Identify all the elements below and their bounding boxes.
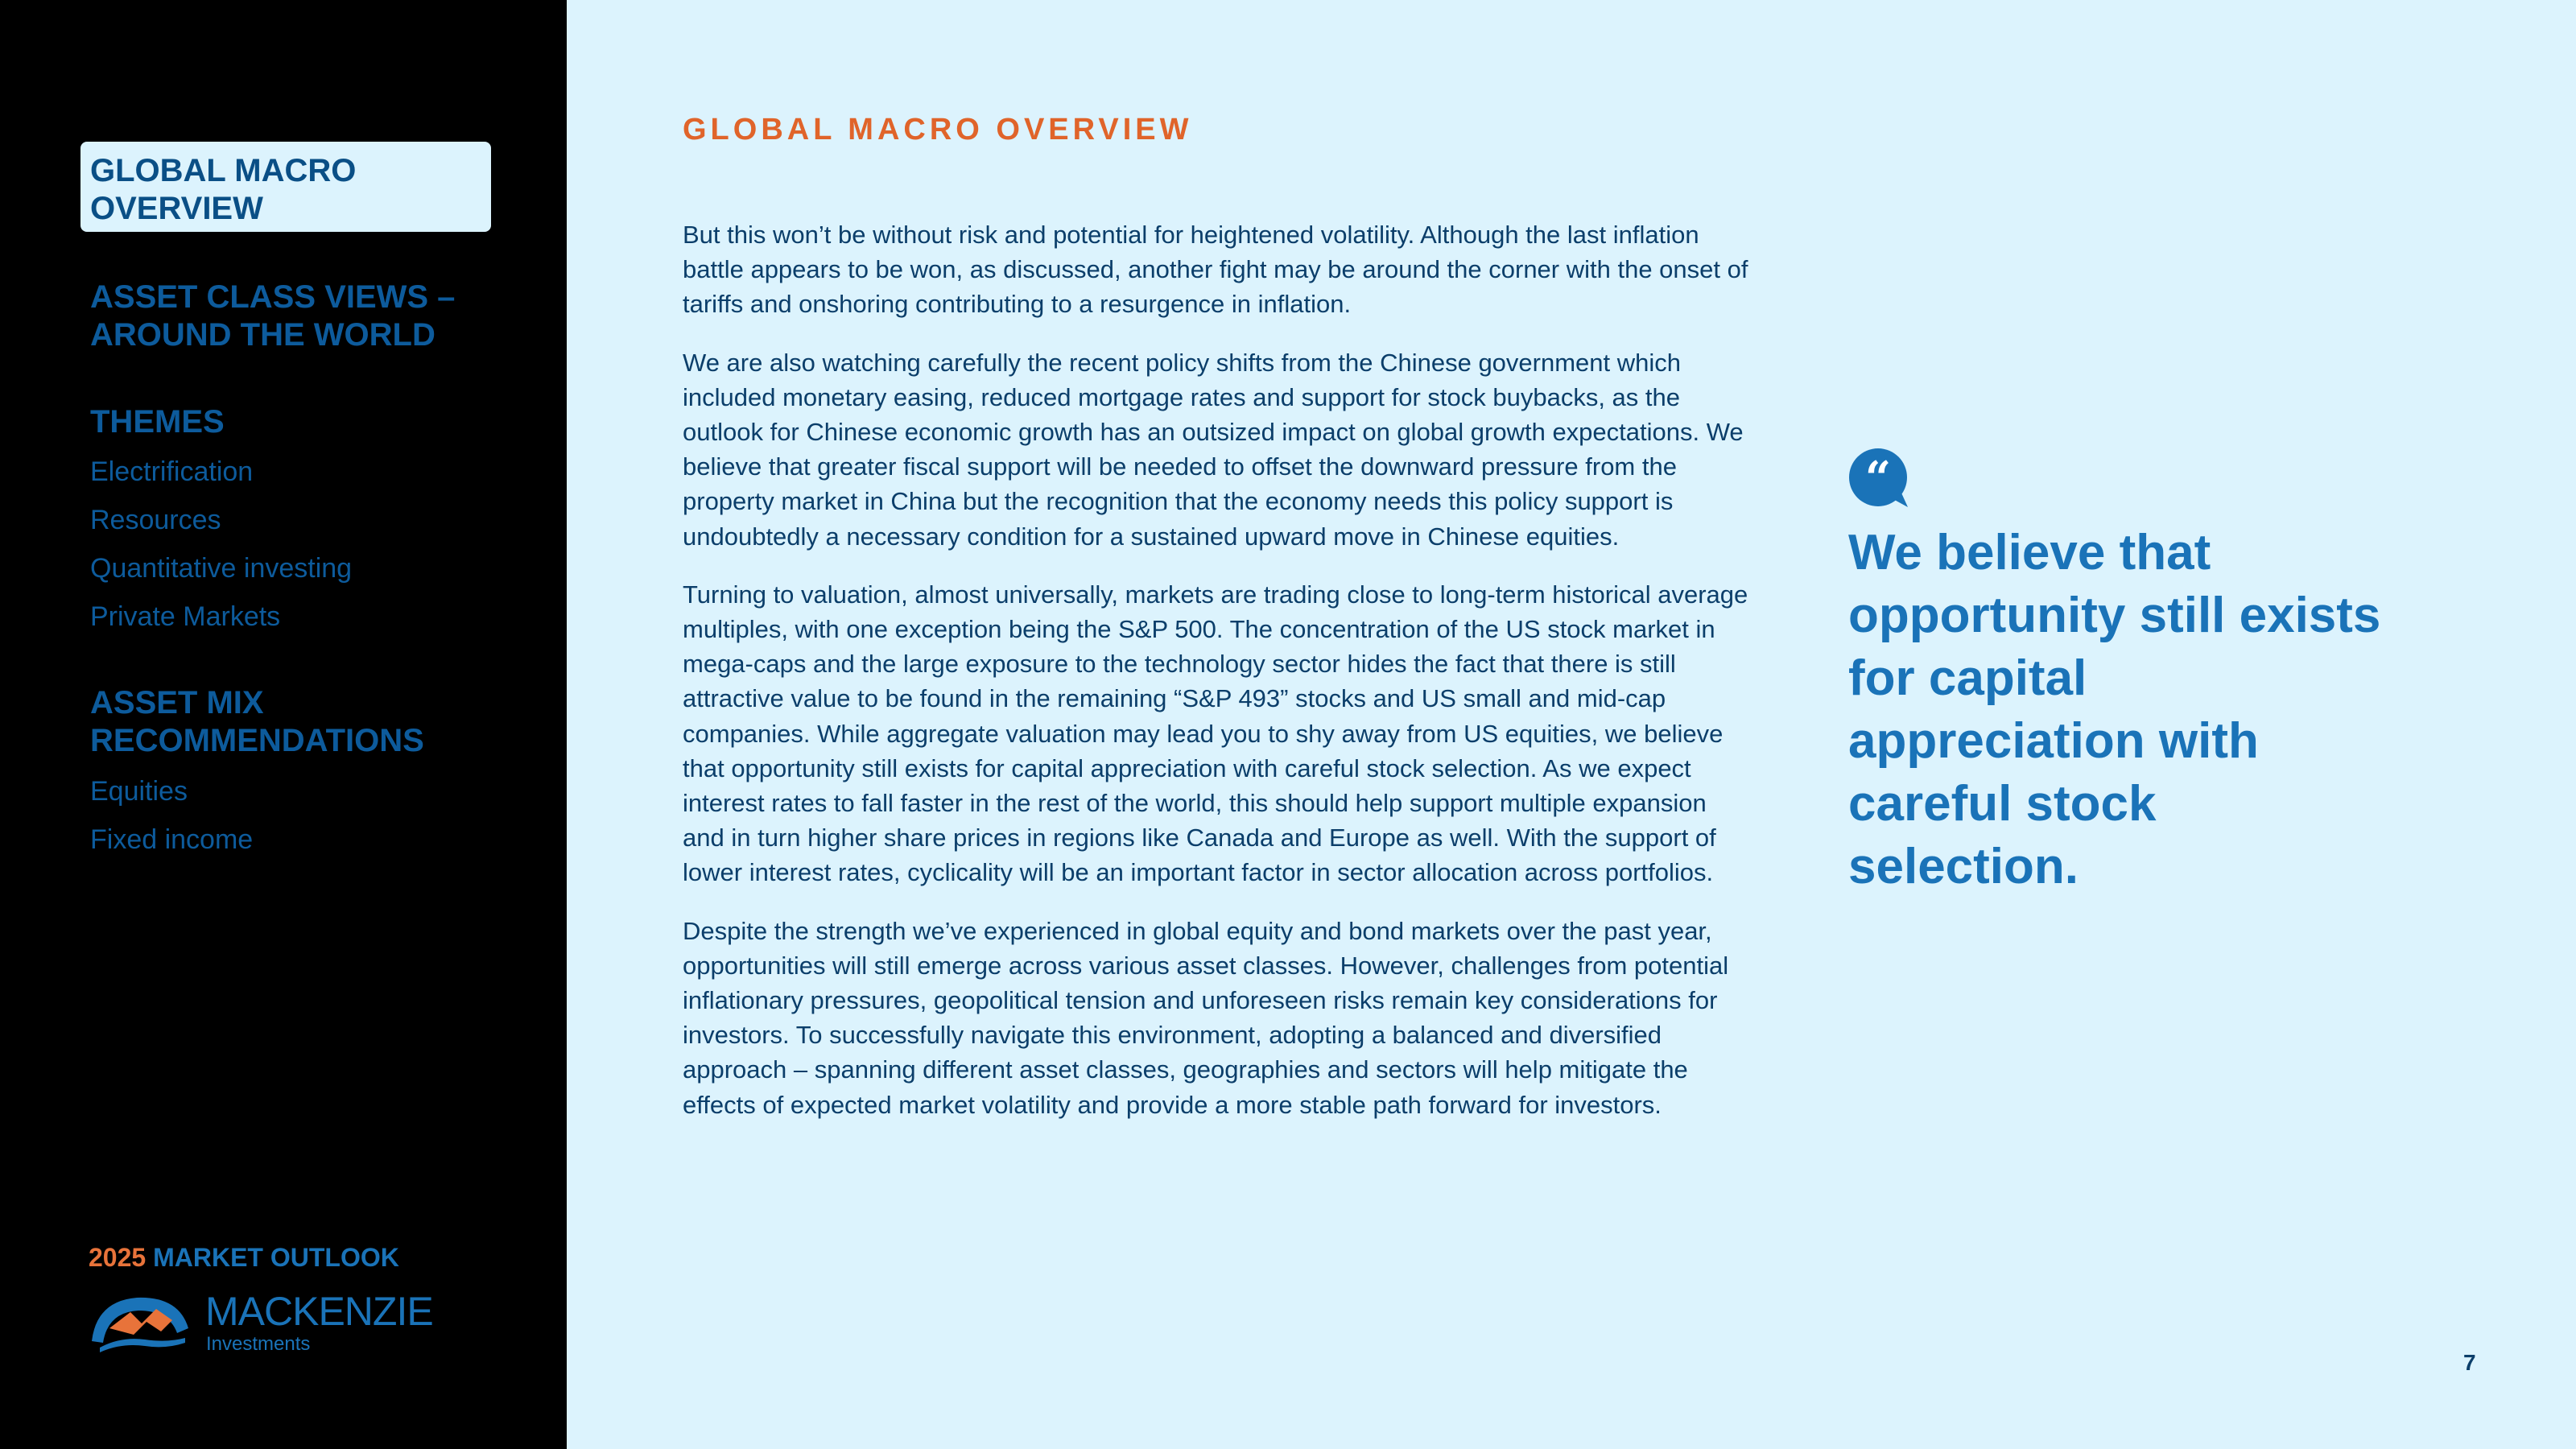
sidebar-nav: [0, 0, 567, 1449]
brand-company: MACKENZIE: [205, 1289, 433, 1334]
brand-year: 2025: [89, 1243, 147, 1272]
brand-outlook-label: [89, 1243, 399, 1273]
nav-subitem-private-markets[interactable]: Private Markets: [90, 601, 281, 632]
body-text: [683, 217, 1753, 1146]
brand-company-sub: Investments: [206, 1333, 311, 1355]
nav-subitem-quantitative-investing[interactable]: Quantitative investing: [90, 553, 353, 584]
body-paragraph: We are also watching carefully the recent policy shifts from the Chinese government which included monetary easing, reduced mortgage rates and support for stock buybacks, as the outlook for Chinese economic growth has an outsized impact on global growth expectations. We believe that greater fiscal support will be needed to offset the downward pressure from the property market in China but the recognition that the economy needs this policy support is undoubtedly a necessary condition for a sustained upward move in Chinese equities.: [683, 348, 1744, 551]
quote-bubble-icon: [1848, 448, 1911, 509]
nav-item-asset-class-views[interactable]: ASSET CLASS VIEWS – AROUND THE WORLD: [90, 279, 456, 353]
nav-item-themes[interactable]: THEMES: [90, 404, 225, 440]
mackenzie-logo-icon: [89, 1288, 193, 1352]
nav-subitem-electrification[interactable]: Electrification: [90, 456, 254, 487]
nav-subitem-equities[interactable]: Equities: [90, 776, 188, 807]
nav-item-global-macro-overview[interactable]: GLOBAL MACRO OVERVIEW: [90, 153, 357, 226]
body-paragraph: Despite the strength we’ve experienced in global equity and bond markets over the past year, opportunities will still emerge across various asset classes. However, challenges from potential inflationary pressures, geopolitical tension and unforeseen risks remain key considerations for investors. To successfully navigate this environment, adopting a balanced and diversified approach – spanning different asset classes, geographies and sectors will help mitigate the effects of expected market volatility and provide a more stable path forward for investors.: [683, 916, 1729, 1119]
body-paragraph: But this won’t be without risk and potential for heightened volatility. Although the last inflation battle appears to be won, as discussed, another fight may be around the corner with the onset of tariffs and onshoring contributing to a resurgence in inflation.: [683, 221, 1748, 319]
pull-quote: We believe that opportunity still exists for capital appreciation with careful stock selection.: [1848, 525, 2381, 894]
brand-title: MARKET OUTLOOK: [153, 1243, 399, 1272]
nav-subitem-resources[interactable]: Resources: [90, 505, 221, 535]
section-title: GLOBAL MACRO OVERVIEW: [683, 113, 1193, 147]
svg-text:“: “: [1864, 452, 1892, 505]
page-number: 7: [2463, 1350, 2476, 1375]
nav-subitem-fixed-income[interactable]: Fixed income: [90, 824, 254, 855]
nav-item-asset-mix-recommendations[interactable]: ASSET MIX RECOMMENDATIONS: [90, 685, 424, 758]
body-paragraph: Turning to valuation, almost universally, markets are trading close to long-term historical average multiples, with one exception being the S&P 500. The concentration of the US stock market in mega-caps and the large exposure to the technology sector hides the fact that there is still attractive value to be found in the remaining “S&P 493” stocks and US small and mid-cap companies. While aggregate valuation may lead you to shy away from US equities, we believe that opportunity still exists for capital appreciation with careful stock selection. As we expect interest rates to fall faster in the rest of the world, this should help support multiple expansion and in turn higher share prices in regions like Canada and Europe as well. With the support of lower interest rates, cyclicality will be an important factor in sector allocation across portfolios.: [683, 580, 1748, 887]
